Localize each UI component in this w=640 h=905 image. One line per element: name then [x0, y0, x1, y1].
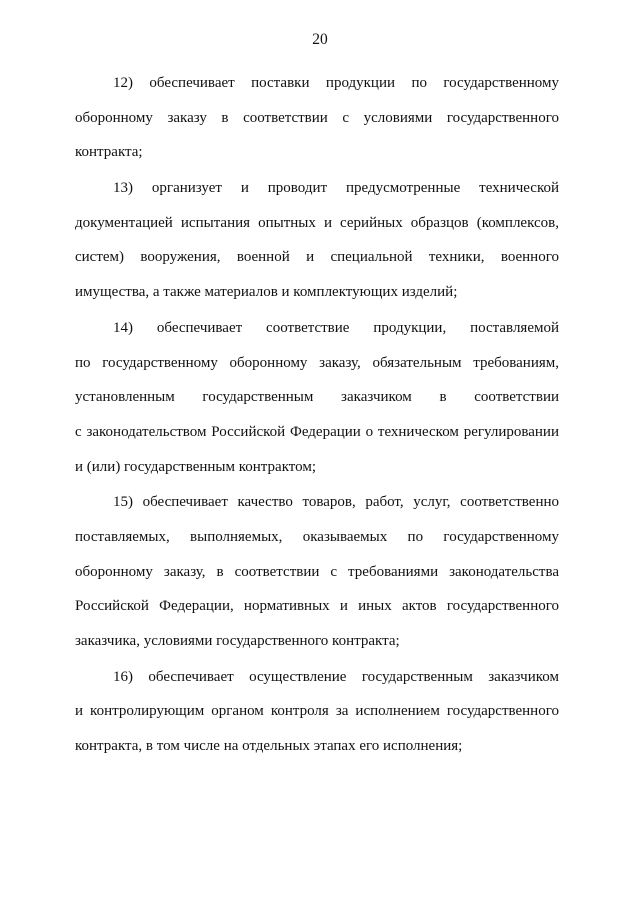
text-line: заказчика, условиями государственного контракта;	[75, 633, 400, 649]
paragraph-item-12	[75, 66, 559, 170]
text-line: 12) обеспечивает поставки продукции по государственному	[113, 75, 559, 91]
text-line: контракта, в том числе на отдельных этапах его исполнения;	[75, 738, 463, 755]
paragraph-item-15	[75, 485, 559, 658]
text-line: по государственному оборонному заказу, обязательным требованиям,	[75, 354, 559, 371]
text-line: Российской Федерации, нормативных и иных актов государственного	[75, 598, 559, 615]
text-line: 14) обеспечивает соответствие продукции, поставляемой	[113, 319, 559, 336]
paragraph-item-13	[75, 171, 559, 310]
text-line: контракта;	[75, 144, 143, 161]
text-line: документацией испытания опытных и серийных образцов (комплексов,	[75, 214, 559, 231]
paragraph-item-16	[75, 660, 559, 764]
text-line: поставляемых, выполняемых, оказываемых по государственному	[75, 528, 559, 545]
text-line: систем) вооружения, военной и специальной техники, военного	[75, 249, 559, 266]
page-number: 20	[312, 31, 328, 48]
document-body	[75, 66, 559, 765]
text-line: 15) обеспечивает качество товаров, работ, услуг, соответственно	[113, 494, 559, 511]
text-line: оборонному заказу, в соответствии с требованиями законодательства	[75, 563, 559, 580]
text-line: с законодательством Российской Федерации о техническом регулировании	[75, 423, 559, 440]
text-line: и контролирующим органом контроля за исполнением государственного	[75, 703, 559, 720]
paragraph-item-14	[75, 311, 559, 484]
text-line: 13) организует и проводит предусмотренные технической	[113, 180, 559, 197]
text-line: оборонному заказу в соответствии с условиями государственного	[75, 109, 559, 126]
text-line: установленным государственным заказчиком в соответствии	[75, 389, 559, 406]
text-line: имущества, а также материалов и комплектующих изделий;	[75, 284, 458, 301]
text-line: 16) обеспечивает осуществление государственным заказчиком	[113, 668, 559, 685]
text-line: и (или) государственным контрактом;	[75, 458, 317, 475]
